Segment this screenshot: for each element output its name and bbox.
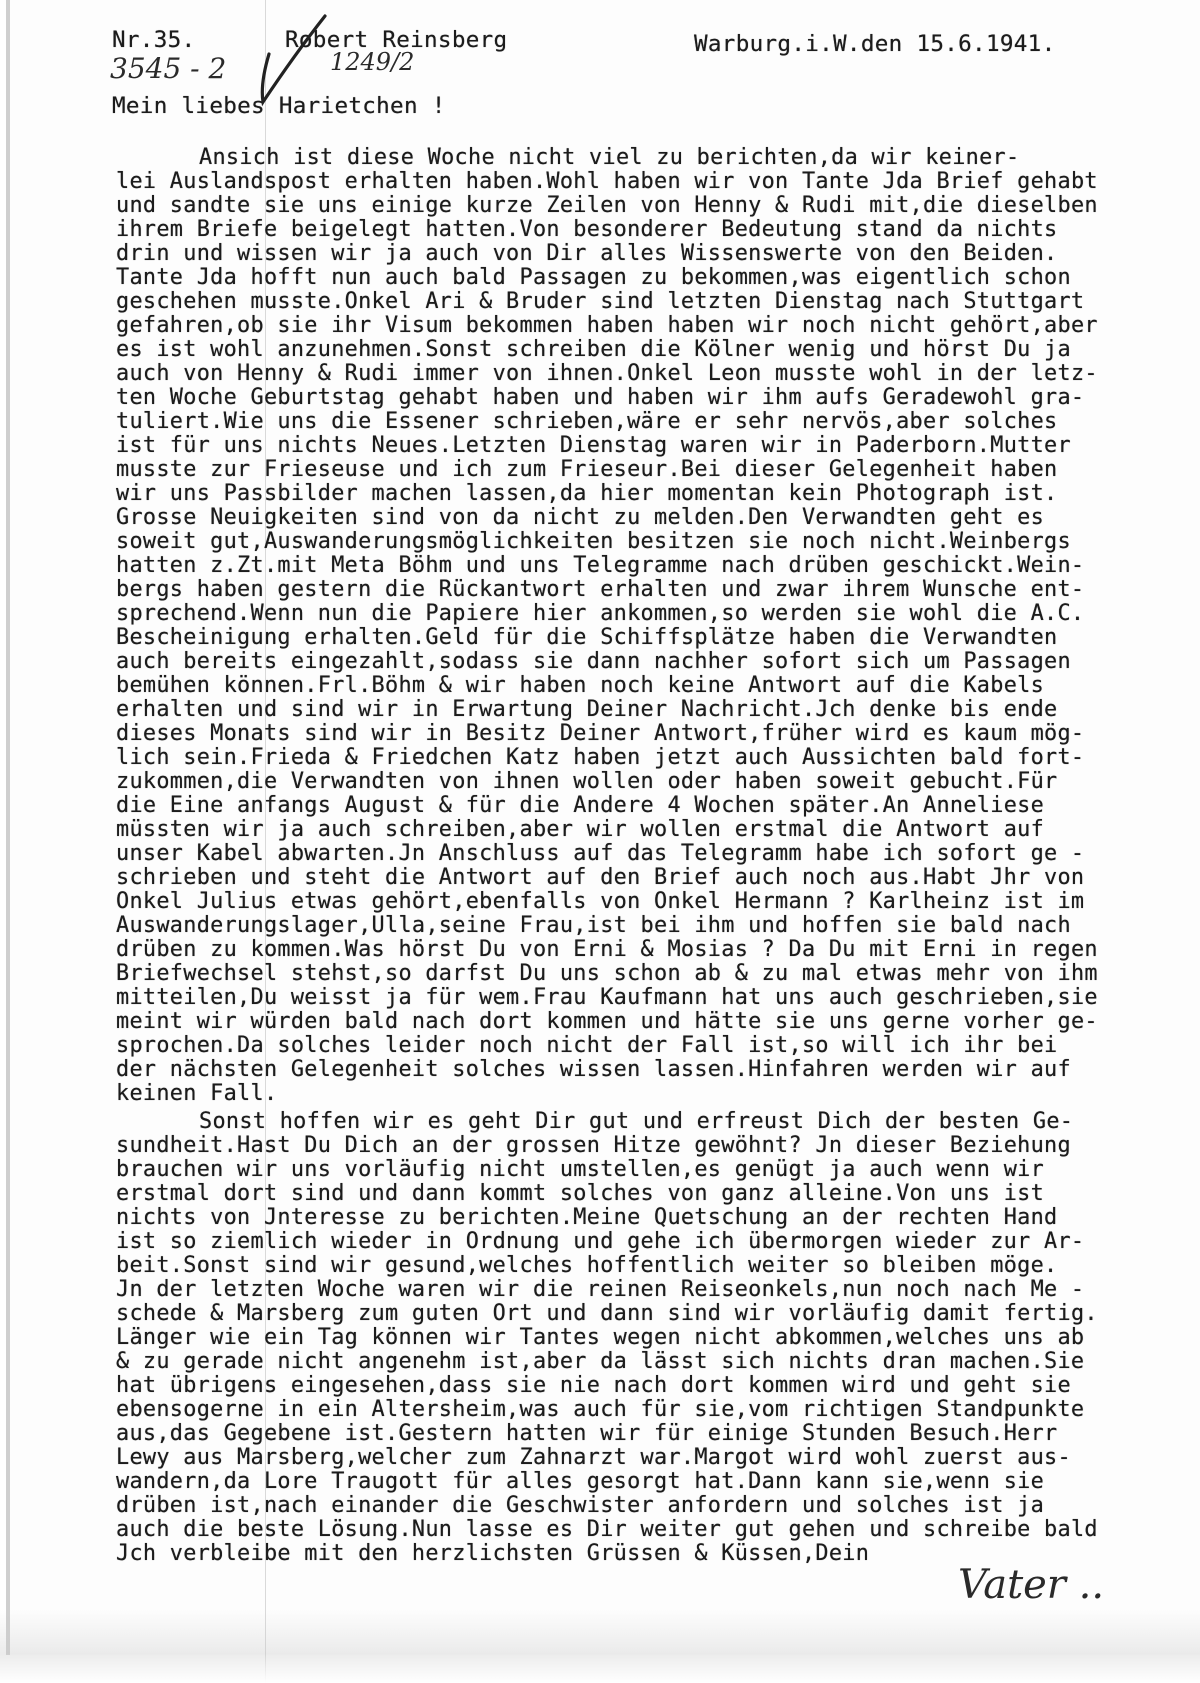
body-line: schrieben und steht die Antwort auf den Brief auch noch aus.Habt Jhr von [116, 864, 1085, 890]
body-line: und sandte sie uns einige kurze Zeilen von Henny & Rudi mit,die dieselben [116, 192, 1098, 218]
body-line: auch bereits eingezahlt,sodass sie dann nachher sofort sich um Passagen [116, 648, 1071, 674]
body-line: der nächsten Gelegenheit solches wissen lassen.Hinfahren werden wir auf [116, 1056, 1071, 1082]
page-bottom-shadow [0, 1610, 1200, 1683]
body-line: sprechend.Wenn nun die Papiere hier ankommen,so werden sie wohl die A.C. [116, 600, 1085, 626]
body-line: ten Woche Geburtstag gehabt haben und haben wir ihm aufs Geradewohl gra- [116, 384, 1085, 410]
body-line: hatten z.Zt.mit Meta Böhm und uns Telegramme nach drüben geschickt.Wein- [116, 552, 1085, 578]
body-line: Sonst hoffen wir es geht Dir gut und erfreust Dich der besten Ge- [199, 1108, 1074, 1134]
body-line: tuliert.Wie uns die Essener schrieben,wäre er sehr nervös,aber solches [116, 408, 1058, 434]
body-line: ebensogerne in ein Altersheim,was auch für sie,vom richtigen Standpunkte [116, 1396, 1085, 1422]
body-line: sundheit.Hast Du Dich an der grossen Hitze gewöhnt? Jn dieser Beziehung [116, 1132, 1071, 1158]
body-line: soweit gut,Auswanderungsmöglichkeiten besitzen sie noch nicht.Weinbergs [116, 528, 1071, 554]
handwritten-reference: 1249/2 [330, 48, 415, 76]
body-line: lei Auslandspost erhalten haben.Wohl haben wir von Tante Jda Brief gehabt [116, 168, 1098, 194]
body-line: Jch verbleibe mit den herzlichsten Grüssen & Küssen,Dein [116, 1540, 870, 1566]
body-line: geschehen musste.Onkel Ari & Bruder sind letzten Dienstag nach Stuttgart [116, 288, 1085, 314]
body-line: sprochen.Da solches leider noch nicht der Fall ist,so will ich ihr bei [116, 1032, 1058, 1058]
body-line: brauchen wir uns vorläufig nicht umstellen,es genügt ja auch wenn wir [116, 1156, 1045, 1182]
body-line: hat übrigens eingesehen,dass sie nie nach dort kommen wird und geht sie [116, 1372, 1071, 1398]
body-line: erhalten und sind wir in Erwartung Deiner Nachricht.Jch denke bis ende [116, 696, 1058, 722]
body-line: Länger wie ein Tag können wir Tantes wegen nicht abkommen,welches uns ab [116, 1324, 1085, 1350]
body-line: Grosse Neuigkeiten sind von da nicht zu melden.Den Verwandten geht es [116, 504, 1045, 530]
letter-number: Nr.35. [112, 27, 196, 53]
body-line: drin und wissen wir ja auch von Dir alles Wissenswerte von den Beiden. [116, 240, 1058, 266]
body-line: musste zur Frieseuse und ich zum Frieseur.Bei dieser Gelegenheit haben [116, 456, 1058, 482]
body-line: wandern,da Lore Traugott für alles gesorgt hat.Dann kann sie,wenn sie [116, 1468, 1045, 1494]
body-line: wir uns Passbilder machen lassen,da hier momentan kein Photograph ist. [116, 480, 1058, 506]
body-line: die Eine anfangs August & für die Andere 4 Wochen später.An Anneliese [116, 792, 1045, 818]
body-line: nichts von Jnteresse zu berichten.Meine Quetschung an der rechten Hand [116, 1204, 1058, 1230]
body-line: & zu gerade nicht angenehm ist,aber da lässt sich nichts dran machen.Sie [116, 1348, 1085, 1374]
body-line: Jn der letzten Woche waren wir die reinen Reiseonkels,nun noch nach Me - [116, 1276, 1085, 1302]
body-line: mitteilen,Du weisst ja für wem.Frau Kaufmann hat uns auch geschrieben,sie [116, 984, 1098, 1010]
body-line: erstmal dort sind und dann kommt solches von ganz alleine.Von uns ist [116, 1180, 1045, 1206]
body-line: Briefwechsel stehst,so darfst Du uns schon ab & zu mal etwas mehr von ihm [116, 960, 1098, 986]
body-line: Ansich ist diese Woche nicht viel zu berichten,da wir keiner- [199, 144, 1020, 170]
body-line: es ist wohl anzunehmen.Sonst schreiben die Kölner wenig und hörst Du ja [116, 336, 1071, 362]
body-line: auch die beste Lösung.Nun lasse es Dir weiter gut gehen und schreibe bald [116, 1516, 1098, 1542]
salutation: Mein liebes Harietchen ! [112, 93, 446, 119]
body-line: Lewy aus Marsberg,welcher zum Zahnarzt war.Margot wird wohl zuerst aus- [116, 1444, 1071, 1470]
sender-name: Robert Reinsberg [285, 27, 508, 53]
body-line: unser Kabel abwarten.Jn Anschluss auf das Telegramm habe ich sofort ge - [116, 840, 1085, 866]
body-line: bergs haben gestern die Rückantwort erhalten und zwar ihrem Wunsche ent- [116, 576, 1085, 602]
body-line: ihrem Briefe beigelegt hatten.Von besonderer Bedeutung stand da nichts [116, 216, 1058, 242]
body-line: meint wir würden bald nach dort kommen und hätte sie uns gerne vorher ge- [116, 1008, 1098, 1034]
place-and-date: Warburg.i.W.den 15.6.1941. [694, 31, 1056, 57]
body-line: ist so ziemlich wieder in Ordnung und gehe ich übermorgen wieder zur Ar- [116, 1228, 1085, 1254]
body-line: lich sein.Frieda & Friedchen Katz haben jetzt auch Aussichten bald fort- [116, 744, 1085, 770]
body-line: Auswanderungslager,Ulla,seine Frau,ist bei ihm und hoffen sie bald nach [116, 912, 1071, 938]
body-line: auch von Henny & Rudi immer von ihnen.Onkel Leon musste wohl in der letz- [116, 360, 1098, 386]
body-line: Tante Jda hofft nun auch bald Passagen zu bekommen,was eigentlich schon [116, 264, 1071, 290]
body-line: beit.Sonst sind wir gesund,welches hoffentlich weiter so bleiben möge. [116, 1252, 1058, 1278]
body-line: dieses Monats sind wir in Besitz Deiner Antwort,früher wird es kaum mög- [116, 720, 1085, 746]
body-line: keinen Fall. [116, 1080, 278, 1106]
body-line: schede & Marsberg zum guten Ort und dann sind wir vorläufig damit fertig. [116, 1300, 1098, 1326]
body-line: bemühen können.Frl.Böhm & wir haben noch keine Antwort auf die Kabels [116, 672, 1045, 698]
body-line: zukommen,die Verwandten von ihnen wollen oder haben soweit gebucht.Für [116, 768, 1058, 794]
body-line: Onkel Julius etwas gehört,ebenfalls von Onkel Hermann ? Karlheinz ist im [116, 888, 1085, 914]
signature: Vater .. [958, 1562, 1105, 1608]
handwritten-archive-number: 3545 - 2 [110, 52, 227, 85]
body-line: aus,das Gegebene ist.Gestern hatten wir für einige Stunden Besuch.Herr [116, 1420, 1058, 1446]
body-line: drüben zu kommen.Was hörst Du von Erni & Mosias ? Da Du mit Erni in regen [116, 936, 1098, 962]
body-line: müssten wir ja auch schreiben,aber wir wollen erstmal die Antwort auf [116, 816, 1045, 842]
body-line: gefahren,ob sie ihr Visum bekommen haben haben wir noch nicht gehört,aber [116, 312, 1098, 338]
body-line: drüben ist,nach einander die Geschwister anfordern und solches ist ja [116, 1492, 1045, 1518]
body-line: ist für uns nichts Neues.Letzten Dienstag waren wir in Paderborn.Mutter [116, 432, 1071, 458]
body-line: Bescheinigung erhalten.Geld für die Schiffsplätze haben die Verwandten [116, 624, 1058, 650]
